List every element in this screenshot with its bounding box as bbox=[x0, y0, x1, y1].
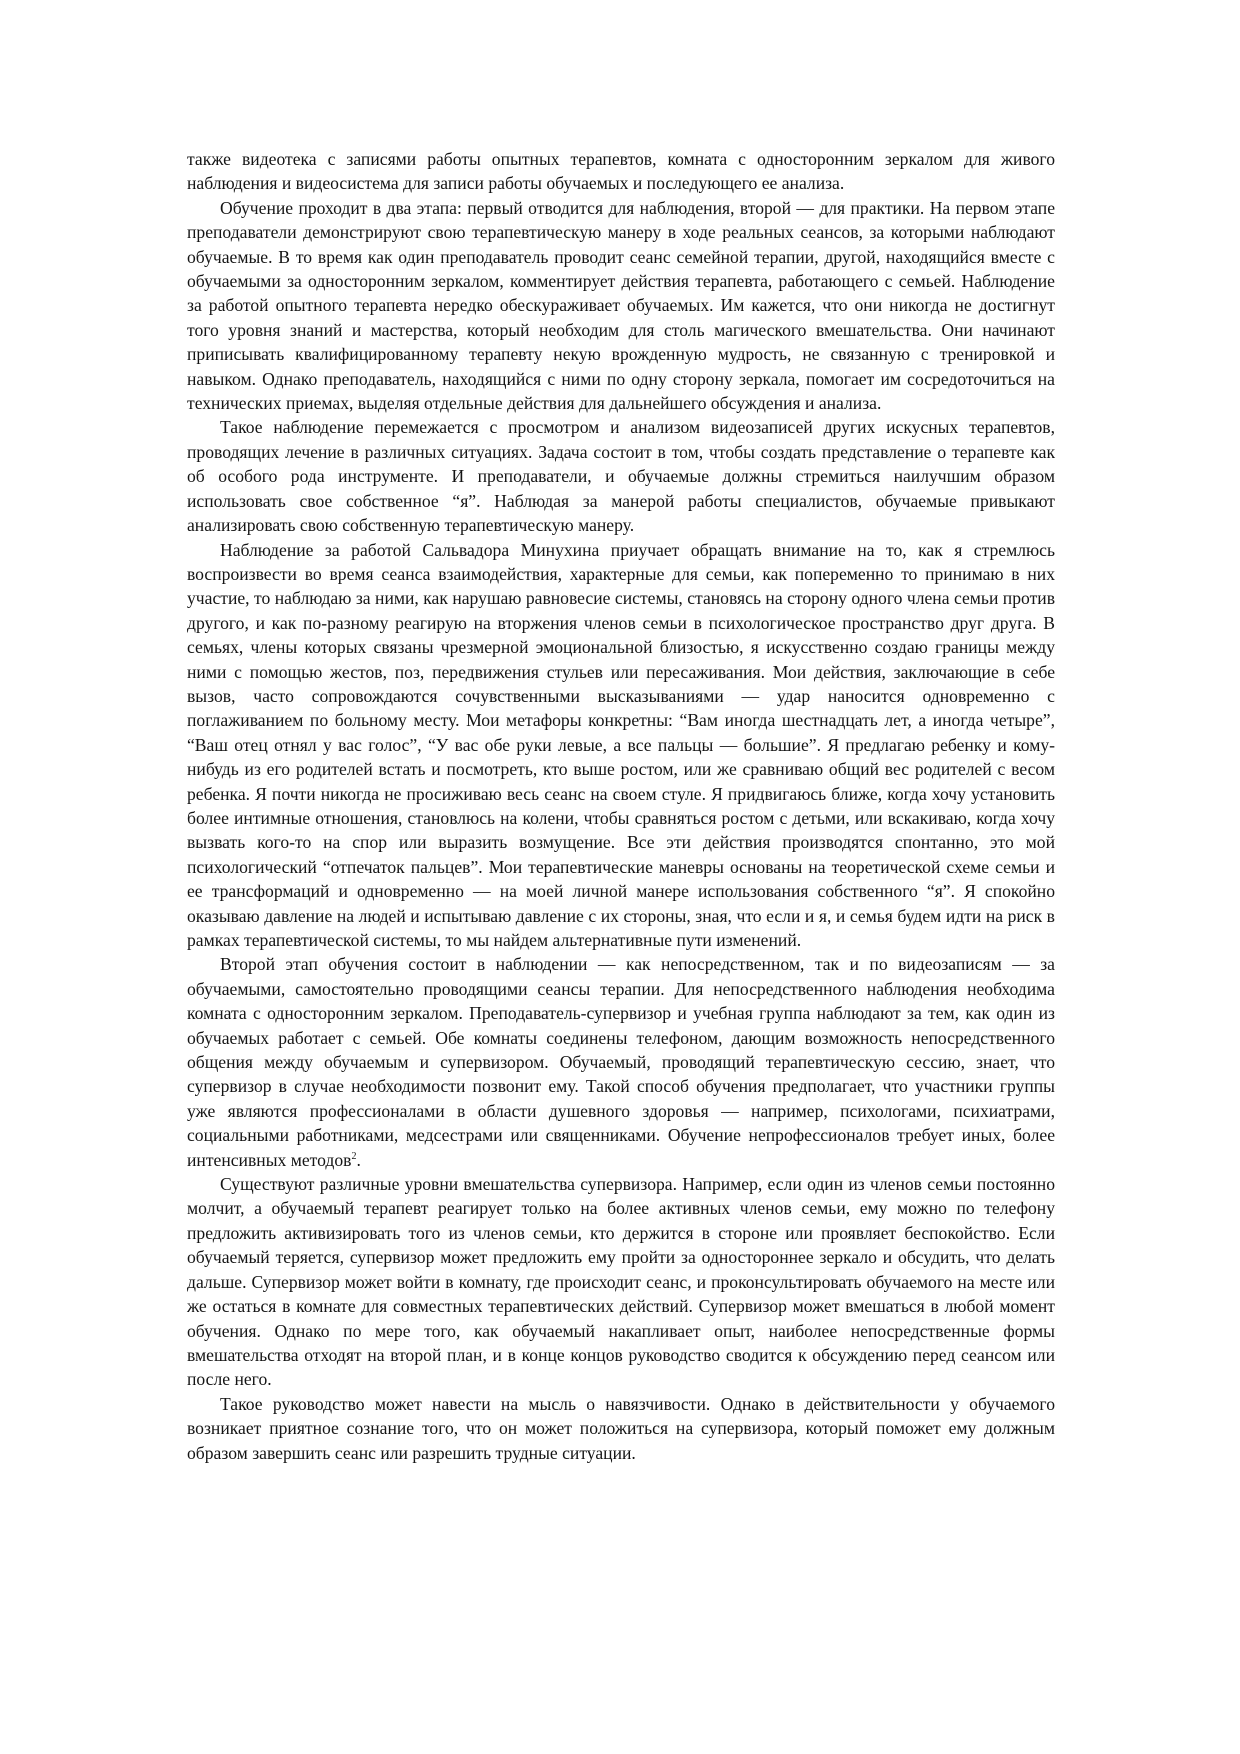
paragraph-training-stages bbox=[187, 196, 1055, 416]
paragraph-minuchin-observation bbox=[187, 538, 1055, 953]
paragraph-text: Второй этап обучения состоит в наблюдении — как непосредственном, так и по видеозаписям — за обучаемыми, самостоятельно проводящими сеансы терапии. Для непосредственного наблюдения необходима комната с односторонним зеркалом. Преподаватель-супервизор и учебная группа наблюдают за тем, как один из обучаемых работает с семьей. Обе комнаты соединены телефоном, дающим возможность непосредственного общения между обучаемым и супервизором. Обучаемый, проводящий терапевтическую сессию, знает, что супервизор в случае необходимости позвонит ему. Такой способ обучения предполагает, что участники группы уже являются профессионалами в области душевного здоровья — например, психологами, психиатрами, социальными работниками, медсестрами или священниками. Обучение непрофессионалов требует иных, более интенсивных методов bbox=[187, 954, 1055, 1170]
paragraph-text: Такое наблюдение перемежается с просмотром и анализом видеозаписей других искусных терапевтов, проводящих лечение в различных ситуациях. Задача состоит в том, чтобы создать представление о терапевте как об особого рода инструменте. И преподаватели, и обучаемые должны стремиться наилучшим образом использовать свое собственное “я”. Наблюдая за манерой работы специалистов, обучаемые привыкают анализировать свою собственную терапевтическую манеру. bbox=[187, 417, 1055, 536]
paragraph-text: Такое руководство может навести на мысль о навязчивости. Однако в действительности у обучаемого возникает приятное сознание того, что он может положиться на супервизора, который поможет ему должным образом завершить сеанс или разрешить трудные ситуации. bbox=[187, 1393, 1055, 1463]
paragraph-second-stage: Второй этап обучения состоит в наблюдении — как непосредственном, так и по видеозаписям — за обучаемыми, самостоятельно проводящими сеансы терапии. Для непосредственного наблюдения необходима комната с односторонним зеркалом. Преподаватель-супервизор и учебная группа наблюдают за тем, как один из обучаемых работает с семьей. Обе комнаты соединены телефоном, дающим возможность непосредственного общения между обучаемым и супервизором. Обучаемый, проводящий терапевтическую сессию, знает, что супервизор в случае необходимости позвонит ему. Такой способ обучения предполагает, что участники группы уже являются профессионалами в области душевного здоровья — например, психологами, психиатрами, социальными работниками, медсестрами или священниками. Обучение непрофессионалов требует иных, более интенсивных методов$^2$. bbox=[187, 954, 1055, 1170]
paragraph-continuation bbox=[187, 147, 1055, 196]
footnote-marker[interactable]: 2 bbox=[351, 1150, 357, 1162]
paragraph-text: Обучение проходит в два этапа: первый отводится для наблюдения, второй — для практики. На первом этапе преподаватели демонстрируют свою терапевтическую манеру в ходе реальных сеансов, за которыми наблюдают обучаемые. В то время как один преподаватель проводит сеанс семейной терапии, другой, находящийся вместе с обучаемыми за односторонним зеркалом, комментирует действия терапевта, работающего с семьей. Наблюдение за работой опытного терапевта нередко обескураживает обучаемых. Им кажется, что они никогда не достигнут того уровня знаний и мастерства, который необходим для столь магического вмешательства. Они начинают приписывать квалифицированному терапевту некую врожденную мудрость, не связанную с тренировкой и навыком. Однако преподаватель, находящийся с ними по одну сторону зеркала, помогает им сосредоточиться на технических приемах, выделяя отдельные действия для дальнейшего обсуждения и анализа. bbox=[187, 197, 1055, 414]
paragraph-text: Наблюдение за работой Сальвадора Минухина приучает обращать внимание на то, как я стремлюсь воспроизвести во время сеанса взаимодействия, характерные для семьи, как попеременно то принимаю в них участие, то наблюдаю за ними, как нарушаю равновесие системы, становясь на сторону одного члена семьи против другого, и как по-разному реагирую на вторжения членов семьи в психологическое пространство друг друга. В семьях, члены которых связаны чрезмерной эмоциональной близостью, я искусственно создаю границы между ними с помощью жестов, поз, передвижения стульев или пересаживания. Мои действия, заключающие в себе вызов, часто сопровождаются сочувственными высказываниями — удар наносится одновременно с поглаживанием по больному месту. Мои метафоры конкретны: “Вам иногда шестнадцать лет, а иногда четыре”, “Ваш отец отнял у вас голос”, “У вас обе руки левые, а все пальцы — большие”. Я предлагаю ребенку и кому-нибудь из его родителей встать и посмотреть, кто выше ростом, или же сравниваю общий вес родителей с весом ребенка. Я почти никогда не просиживаю весь сеанс на своем стуле. Я придвигаюсь ближе, когда хочу установить более интимные отношения, становлюсь на колени, чтобы сравняться ростом с детьми, или вскакиваю, когда хочу вызвать кого-то на спор или выразить возмущение. Все эти действия производятся спонтанно, это мой психологический “отпечаток пальцев”. Мои терапевтические маневры основаны на теоретической схеме семьи и ее трансформаций и одновременно — на моей личной манере использования собственного “я”. Я спокойно оказываю давление на людей и испытываю давление с их стороны, зная, что если и я, и семья будем идти на риск в рамках терапевтической системы, то мы найдем альтернативные пути изменений. bbox=[187, 539, 1055, 950]
paragraph-supervision-conclusion bbox=[187, 1392, 1055, 1465]
paragraph-text: Существуют различные уровни вмешательства супервизора. Например, если один из членов семьи постоянно молчит, а обучаемый терапевт реагирует только на более активных членов семьи, ему можно по телефону предложить активизировать того из членов семьи, кто держится в стороне или проявляет беспокойство. Если обучаемый теряется, супервизор может предложить ему пройти за одностороннее зеркало и обсудить, что делать дальше. Супервизор может войти в комнату, где происходит сеанс, и проконсультировать обучаемого на месте или же остаться в комнате для совместных терапевтических действий. Супервизор может вмешаться в любой момент обучения. Однако по мере того, как обучаемый накапливает опыт, наиболее непосредственные формы вмешательства отходят на второй план, и в конце концов руководство сводится к обсуждению перед сеансом или после него. bbox=[187, 1174, 1055, 1390]
paragraph-text: также видеотека с записями работы опытных терапевтов, комната с односторонним зеркалом для живого наблюдения и видеосистема для записи работы обучаемых и последующего ее анализа. bbox=[187, 149, 1055, 194]
document-page bbox=[187, 147, 1055, 1465]
paragraph-supervisor-levels bbox=[187, 1172, 1055, 1392]
paragraph-video-analysis bbox=[187, 415, 1055, 537]
